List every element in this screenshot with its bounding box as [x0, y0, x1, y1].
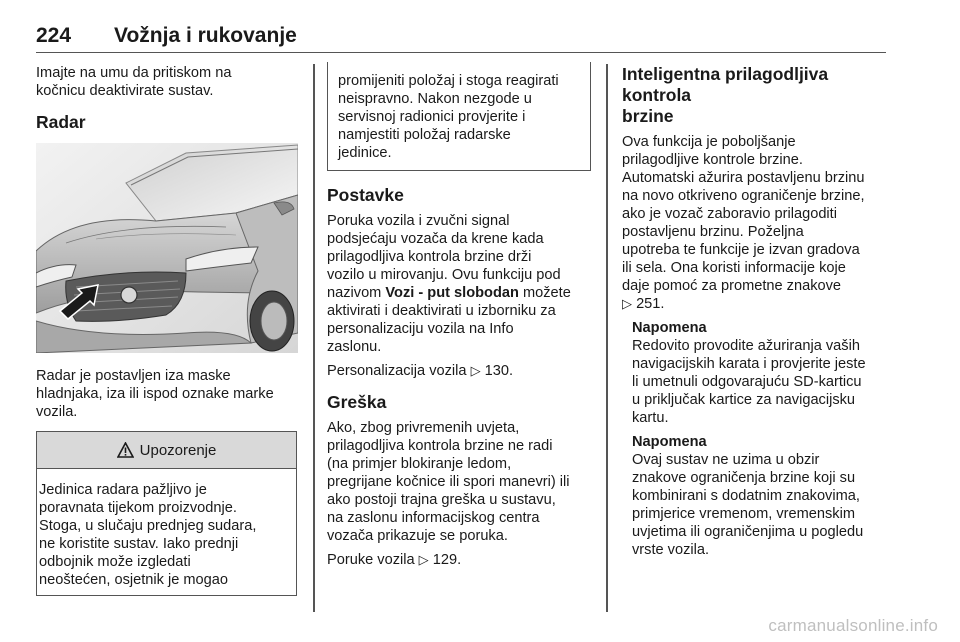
error-line: Ako, zbog privremenih uvjeta, [327, 420, 520, 436]
isa-reference[interactable] [622, 295, 886, 313]
warning-header [37, 432, 296, 469]
isa-line: na novo otkriveno ograničenje brzine, [622, 188, 865, 204]
reference-arrow-icon: ▷ [470, 363, 481, 378]
error-heading: Greška [327, 392, 387, 412]
warning-title: Upozorenje [139, 441, 217, 459]
settings-line: vozilo u mirovanju. Ovu funkciju pod [327, 267, 561, 283]
reference-page: 129. [432, 552, 462, 568]
settings-line: Poruka vozila i zvučni signal [327, 213, 510, 229]
isa-heading: brzine [622, 106, 674, 126]
page-title: Vožnja i rukovanje [114, 24, 297, 47]
reference-arrow-icon: ▷ [622, 296, 632, 311]
isa-line: Ova funkcija je poboljšanje [622, 134, 796, 150]
warning-continuation-box [327, 62, 591, 171]
note-line: uvjetima ili ograničenjima u pogledu [632, 524, 864, 540]
page-number: 224 [36, 24, 72, 47]
reference-arrow-icon: ▷ [418, 552, 429, 567]
note-line: kombinirani s dodatnim znakovima, [632, 488, 860, 504]
warning-line: poravnata tijekom proizvodnje. [39, 500, 237, 516]
note-title: Napomena [632, 320, 707, 336]
reference-page: 130. [484, 363, 514, 379]
error-line: (na primjer blokiranje ledom, [327, 456, 512, 472]
note-line: navigacijskih karata i provjerite jeste [632, 356, 866, 372]
warning-line: ne koristite sustav. Iako prednji [39, 536, 239, 552]
error-line: ako postoji trajna greška u sustavu, [327, 492, 556, 508]
column-middle [327, 64, 591, 569]
settings-line: podsjećaju vozača da krene kada [327, 231, 544, 247]
footer-watermark: carmanualsonline.info [768, 616, 938, 635]
radar-heading: Radar [36, 112, 86, 132]
intro-line: kočnicu deaktivirate sustav. [36, 83, 214, 99]
reference-page: 251. [636, 296, 665, 312]
settings-line: prilagodljiva kontrola brzine drži [327, 249, 532, 265]
personalization-reference[interactable] [327, 362, 591, 380]
radar-text-line: hladnjaka, iza ili ispod oznake marke [36, 386, 274, 402]
isa-line: postavljenu brzinu. Poželjna [622, 224, 804, 240]
warning-box [36, 431, 297, 596]
error-line: na zaslonu informacijskog centra [327, 510, 540, 526]
note-line: li umetnuli odgovarajuću SD-karticu [632, 374, 862, 390]
note-line: kartu. [632, 410, 669, 426]
warning-line: Jedinica radara pažljivo je [39, 482, 207, 498]
page-header [36, 22, 886, 53]
warning-cont-line: servisnoj radionici provjerite i [338, 109, 526, 125]
note-2 [622, 433, 886, 559]
settings-text: možete [518, 285, 571, 301]
isa-heading: Inteligentna prilagodljiva kontrola [622, 64, 829, 105]
column-right [622, 64, 886, 559]
note-line: Ovaj sustav ne uzima u obzir [632, 452, 820, 468]
settings-text: nazivom [327, 285, 386, 301]
isa-line: upotreba te funkcije je izvan gradova [622, 242, 860, 258]
warning-line: neoštećen, osjetnik je mogao [39, 572, 229, 588]
isa-line: prilagodljive kontrole brzine. [622, 152, 803, 168]
reference-text: Personalizacija vozila [327, 363, 467, 379]
note-1 [622, 319, 886, 427]
note-line: Redovito provodite ažuriranja vaših [632, 338, 860, 354]
error-line: vozača prikazuje se poruka. [327, 528, 508, 544]
note-line: primjerice vremenom, vremenskim [632, 506, 856, 522]
settings-line: zaslonu. [327, 339, 382, 355]
radar-car-illustration [36, 143, 298, 353]
radar-text-line: Radar je postavljen iza maske [36, 368, 231, 384]
warning-cont-line: jedinice. [338, 145, 392, 161]
settings-line: personalizaciju vozila na Info [327, 321, 514, 337]
reference-text: Poruke vozila [327, 552, 415, 568]
settings-line [327, 284, 591, 302]
error-line: pregrijane kočnice ili spori manevri) ili [327, 474, 570, 490]
isa-line: ili sela. Ona koristi informacije koje [622, 260, 846, 276]
messages-reference[interactable] [327, 551, 591, 569]
warning-body [37, 469, 296, 595]
note-line: znakove ograničenja brzine koji su [632, 470, 856, 486]
isa-line: daje pomoć za prometne znakove [622, 278, 842, 294]
note-line: vrste vozila. [632, 542, 710, 558]
warning-triangle-icon [117, 442, 134, 458]
isa-line: ako je vozač zaboravio prilagoditi [622, 206, 837, 222]
warning-line: odbojnik može izgledati [39, 554, 191, 570]
column-divider [606, 64, 608, 612]
settings-line: aktivirati i deaktivirati u izborniku za [327, 303, 556, 319]
intro-line: Imajte na umu da pritiskom na [36, 65, 232, 81]
column-divider [313, 64, 315, 612]
isa-line: Automatski ažurira postavljenu brzinu [622, 170, 865, 186]
warning-cont-line: promijeniti položaj i stoga reagirati [338, 73, 559, 89]
note-title: Napomena [632, 434, 707, 450]
error-line: prilagodljiva kontrola brzine ne radi [327, 438, 553, 454]
note-line: u priključak kartice za navigacijsku [632, 392, 856, 408]
column-left [36, 64, 298, 596]
warning-cont-line: namjestiti položaj radarske [338, 127, 511, 143]
warning-cont-line: neispravno. Nakon nezgode u [338, 91, 532, 107]
settings-heading: Postavke [327, 185, 404, 205]
warning-line: Stoga, u slučaju prednjeg sudara, [39, 518, 257, 534]
radar-text-line: vozila. [36, 404, 78, 420]
function-name: Vozi - put slobodan [385, 285, 519, 301]
